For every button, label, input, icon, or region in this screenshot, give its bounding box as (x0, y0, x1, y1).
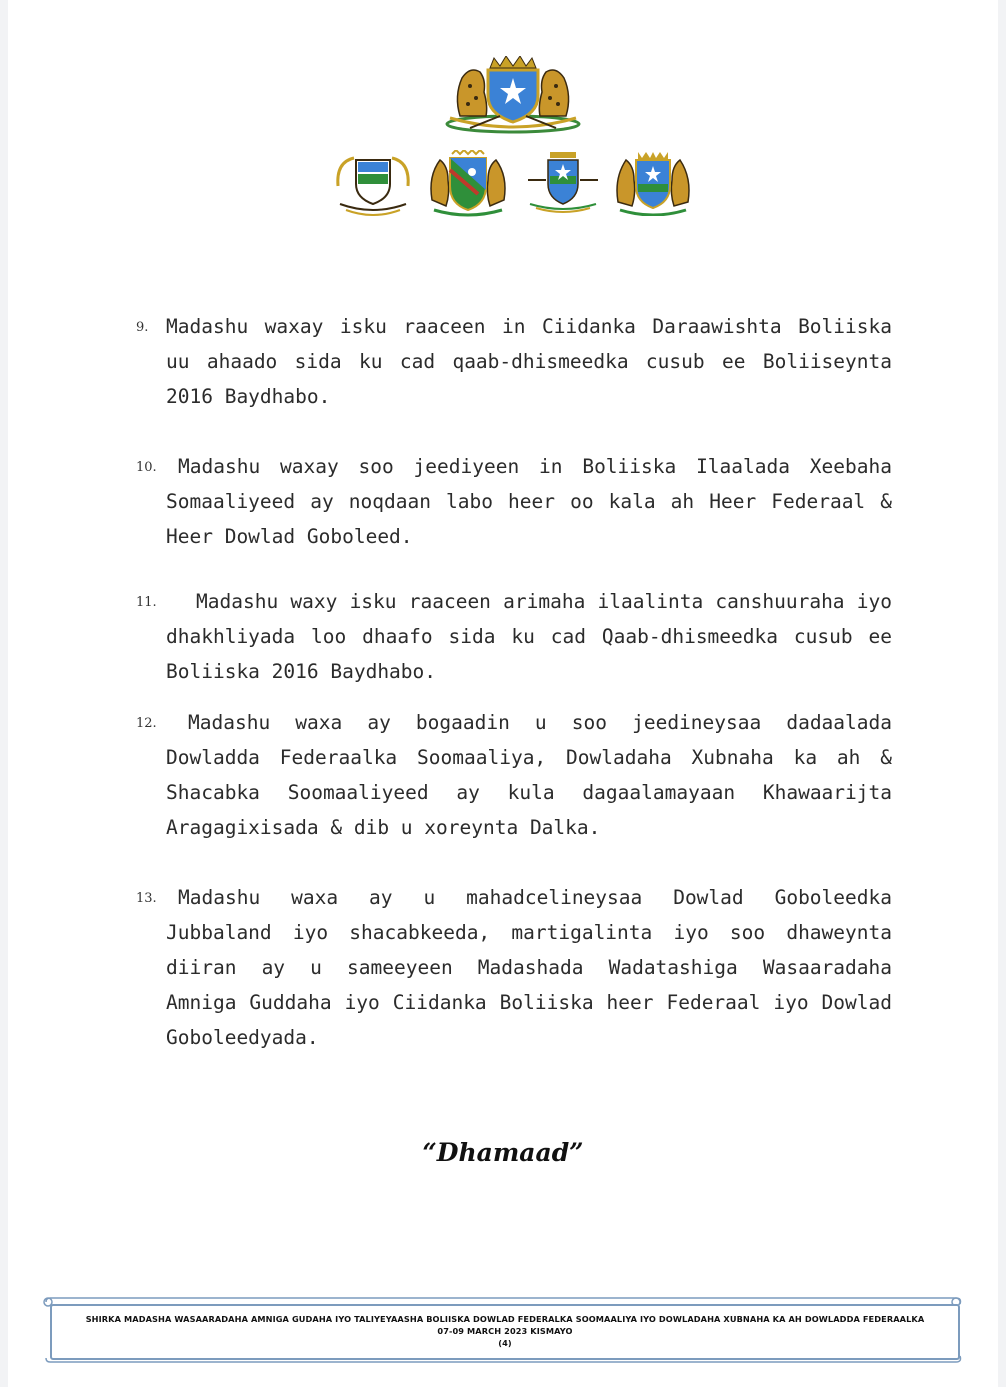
item-text: Madashu waxa ay bogaadin u soo jeedineysaa dadaalada Dowladda Federaalka Soomaaliya, Dowladaha Xubnaha ka ah & Shacabka Soomaaliyeed ay kula dagaalamayaan Khawaarijta Aragagixisada & dib u xoreynta Dalka. (166, 711, 892, 839)
list-item (136, 880, 892, 1055)
item-number: 10. (136, 460, 157, 475)
list-item (136, 705, 892, 845)
document-page (8, 0, 998, 1387)
item-text: Madashu waxay soo jeediyeen in Boliiska Ilaalada Xeebaha Somaaliyeed ay noqdaan labo heer oo kala ah Heer Federaal & Heer Dowlad Goboleed. (166, 455, 892, 548)
footer-title: SHIRKA MADASHA WASAARADAHA AMNIGA GUDAHA IYO TALIYEYAASHA BOLIISKA DOWLAD FEDERALKA SOOMAALIYA IYO DOWLADAHA XUBNAHA KA AH DOWLADDA FEDERAALKA (85, 1314, 925, 1324)
footer-box (50, 1304, 960, 1360)
somalia-coat-of-arms-icon (440, 56, 586, 138)
galmudug-emblem-icon (330, 150, 416, 216)
item-text: Madashu waxay isku raaceen in Ciidanka Daraawishta Boliiska uu ahaado sida ku cad qaab-dhismeedka cusub ee Boliiseynta 2016 Baydhabo. (166, 315, 892, 408)
footer-date: 07-09 MARCH 2023 KISMAYO (437, 1326, 573, 1336)
item-number: 11. (136, 595, 157, 610)
list-item (136, 584, 892, 689)
item-text: Madashu waxy isku raaceen arimaha ilaalinta canshuuraha iyo dhakhliyada loo dhaafo sida ku cad Qaab-dhismeedka cusub ee Boliiska 2016 Baydhabo. (166, 590, 892, 683)
list-item (136, 449, 892, 554)
item-number: 9. (136, 320, 149, 335)
footer-banner (42, 1296, 964, 1364)
item-number: 12. (136, 716, 157, 731)
closing-text: “Dhamaad” (422, 1138, 584, 1167)
list-item (136, 309, 892, 414)
page-number: (4) (498, 1338, 512, 1348)
item-number: 13. (136, 891, 157, 906)
southwest-emblem-icon (524, 150, 602, 214)
hirshabelle-emblem-icon (610, 150, 696, 216)
jubaland-emblem-icon (426, 150, 510, 218)
member-states-emblems (330, 150, 700, 220)
item-text: Madashu waxa ay u mahadcelineysaa Dowlad Goboleedka Jubbaland iyo shacabkeeda, martigalinta iyo soo dhaweynta diiran ay u sameeyeen Madashada Wadatashiga Wasaaradaha Amniga Guddaha iyo Ciidanka Boliiska heer Federaal iyo Dowlad Goboleedyada. (166, 886, 892, 1049)
